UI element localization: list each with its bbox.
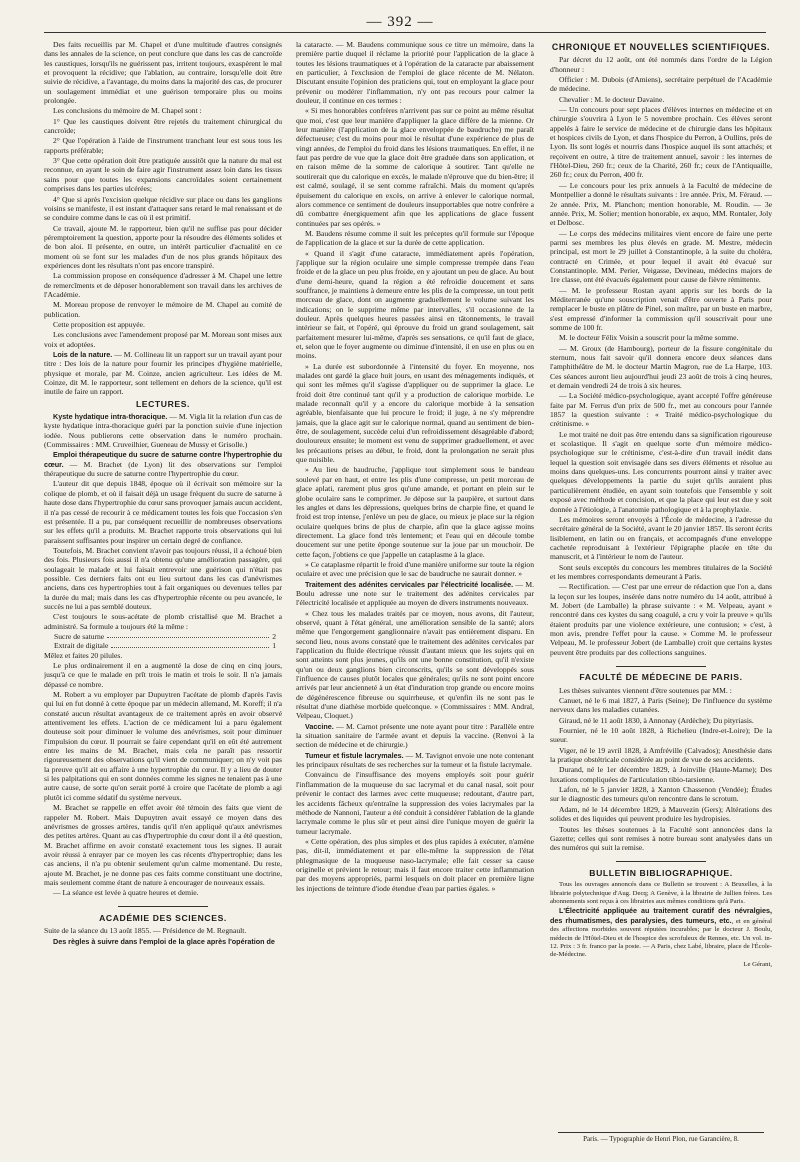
vaccine-title: Vaccine. [305,721,334,731]
paragraph: Toutes les thèses soutenues à la Faculté sont annoncées dans la Gazette; celles qui sont remises à notre bureau sont analysées dans un des numéros qui suit la remise. [550,824,772,853]
bulletin-note: Tous les ouvrages annoncés dans ce Bulletin se trouvent : A Bruxelles, à la librairie polytechnique d'Aug. Decq; A Genève, à la librairie de Jullien frères. Les abonnements sont reçus à ces librairies aux mêmes conditions qu'à Paris. [550,881,772,906]
paragraph: M. Brachet se rappelle en effet avoir été témoin des faits que vient de rappeler M. Robert. Mais Dupuytren avait essayé ce moyen dans des anévrismes de grosses artères, tandis qu'il n'en appliqué qu'aux anévrismes des petites artères. Quant au cas d'hypertrophie du cœur dont il a été question, M. Brachet affirme en avoir constaté exactement tous les signes. Il aurait avoir réussi à enrayer par ce moyen les cas récents d'hypertrophie; dans les cas anciens, il n'a pu obtenir seulement qu'un calme momentané. Du reste, ajoute M. Brachet, je ne donne pas ces faits comme constituant une doctrine, mais seulement comme étant de nature à encourager de nouveaux essais. [44,803,282,887]
section-ornament [550,857,772,866]
gerant-line: Le Gérant, [743,960,772,968]
printer-line: Paris. — Typographie de Henri Plon, rue Garancière, 8. [583,1135,739,1143]
paragraph: » Au lieu de baudruche, j'applique tout simplement sous le bandeau soulevé par en haut, et entre les plis d'une compresse, un petit morceau de glace aplati, rarement plus gros qu'une amande, et portant en plein sur le globe oculaire sans le comprimer. Je dépose sur la paupière, et surtout dans les angles et dans les dépressions, quelques brins de charpie fine, et quand le froid est trop intense, j'enlève un peu de glace, ou mieux je place sur la région oculaire quelques brins de plus de charpie, afin que la glace agisse moins directement. La glace fond très lentement; et l'eau qui en découle tombe doucement sur une petite éponge soutenue sur la joue par un mouchoir. De cette façon, j'obtiens ce que j'appelle un cataplasme à la glace. [296,465,534,559]
paragraph: « Si mes honorables confrères n'arrivent pas sur ce point au même résultat que moi, c'est que leur manière d'appliquer la glace diffère de la mienne. Or leur manière (l'application de la glace enveloppée de baudruche) me paraît défectueuse; c'est du moins pour moi le résultat d'une expérience de plus de vingt années, de l'emploi du froid dans les lésions traumatiques. En effet, il ne faut pas perdre de vue que la glace doit être graduée dans son application, et en raison même de la somme de calorique à soutirer. Tant qu'elle ne soutirerait que du calorique en excès, le malade n'éprouve que du bien-être; il est calmé, soulagé, il se sent comme rafraîchi. Mais du moment qu'après épuisement du calorique en excès, on arrive à enlever le calorique normal, alors commence ce sentiment de douleurs insupportables que notre confrère a dû combattre énergiquement afin que les applications de glace fussent continuées par ses opérés. » [296,106,534,228]
tumeur-text: — M. Tavignot envoie une note contenant les principaux résultats de ses recherches sur la tumeur et la fistule lacrymale. [296,750,534,770]
printer-footer [550,1132,772,1143]
lectures-heading: LECTURES. [135,398,191,409]
emploi-text: — M. Brachet (de Lyon) lit des observations sur l'emploi thérapeutique du sucre de saturne contre l'hypertrophie du cœur. [44,459,282,479]
traitement-title: Traitement des adénites cervicales par l'électricité localisée. [305,579,514,589]
paragraph: Lafon, né le 5 janvier 1828, à Xanton Chassenon (Vendée); Études sur le diagnostic des tumeurs qu'on rencontre dans le scrotum. [550,785,772,804]
traitement-paragraph [296,580,534,608]
paragraph: M. le docteur Félix Voisin a souscrit pour la même somme. [559,333,739,343]
kyste-paragraph [44,412,282,449]
paragraph: » La durée est subordonnée à l'intensité du foyer. En moyenne, nos malades ont gardé la glace huit jours, en usant des ménagements indiqués, et qui sont les mêmes qu'il s'agisse d'appliquer ou de supprimer la glace. Le froid doit être continué tant qu'il y a production de calorique morbide. Le malade reconnaît qu'il y a encore du calorique morbide à la sensation agréable, bienfaisante que lui procure le froid; il juge, à ne s'y méprendre jamais, que la glace agit sur le calorique normal, quand au sentiment de bien-être, de soulagement, succède celui d'un refroidissement désagréable d'abord; douloureux ensuite; le moment est venu de supprimer graduellement, et avec les précautions prises au début, le froid, dont la prolongation ne serait plus que nuisible. [296,361,534,465]
leader-dots [107,632,269,638]
regles-title: Des règles à suivre dans l'emploi de la glace après l'opération de [53,936,275,946]
paragraph: L'auteur dit que depuis 1848, époque où il écrivait son mémoire sur la colique de plomb, et où il faisait déjà un usage fréquent du sucre de saturne à haute dose dans l'hypertrophie du cœur sans provoquer jamais aucun accident, il n'a pas cessé de recourir à ce médicament toutes les fois que l'occasion s'en est présentée. Il a pu, par conséquent recueillir de nombreuses observations sur les effets qu'il a produits. M. Brachet rapporte trois observations qui lui paraissent suffisantes pour inspirer un certain degré de confiance. [44,479,282,545]
paragraph: M. Robert a vu employer par Dupuytren l'acétate de plomb d'après l'avis qui lui en fut donné à cette époque par un médecin allemand, M. Koreff; il n'a constaté aucun résultat avantageux de ce traitement après en avoir observé attentivement les effets. L'action de ce médicament lui a paru également douteuse soit pour diminuer le volume des anévrismes, soit pour diminuer l'impulsion du cœur. Il pourrait se faire cependant qu'il en eût été autrement entre les mains de M. Brachet, mais cela ne paraît pas ressortir rigoureusement des observations qu'il vient de communiquer; on n'y voit pas la preuve qu'il ait eu affaire à une hypertrophie du cœur. Il y a lieu de douter si les palpitations qui en sont données comme les signes ne tenaient pas à une autre cause, de sorte qu'on serait porté à croire que l'acétate de plomb a agi plutôt ici comme sédatif du système nerveux. [44,690,282,802]
paragraph: Le plus ordinairement il en a augmenté la dose de cinq en cinq jours, jusqu'à ce que le malade en prît trois le matin et trois le soir. Il n'a jamais dépassé ce nombre. [44,661,282,689]
formula-name: Extrait de digitale [54,641,109,651]
paragraph: C'est toujours le sous-acétate de plomb cristallisé que M. Brachet a administré. Sa formule a toujours été la même : [44,612,282,631]
emploi-paragraph [44,450,282,478]
paragraph: Les thèses suivantes viennent d'être soutenues par MM. : [559,685,732,695]
paragraph: Canuet, né le 6 mai 1827, à Paris (Seine); De l'influence du système nerveux dans les maladies cutanées. [550,696,772,715]
paragraph: « Quand il s'agit d'une cataracte, immédiatement après l'opération, j'applique sur la région oculaire une simple compresse trempée dans l'eau froide et de la glace un peu plus froide, en y ajoutant un peu de glace. Au bout d'une demi-heure, quand la région a été refroidie doucement et sans souffrance, je maintiens à demeure entre les plis de la compresse, un tout petit morceau de glace, dont on augmente graduellement le volume suivant les indications; on le supprime même par intervalles, s'il occasionne de la douleur. Après quelques heures passées ainsi en tâtonnements, le travail intérieur se fait, et l'opéré, qui éprouve du froid un grand soulagement, sait parfaitement mesurer lui-même, d'après ses sensations, ce qu'il faut de glace, et, selon que le foyer augmente ou diminue d'intensité, il en use en plus ou en moins. [296,248,534,361]
formula-list [44,632,282,651]
formula-note: Mêlez et faites 20 pilules. [44,650,123,660]
formula-name: Sucre de saturne [54,631,105,641]
paragraph: Le mot traité ne doit pas être entendu dans sa signification rigoureuse et scolastique. Il s'agit en quelque sorte d'un mémoire médico-psychologique sur le crétinisme, c'est-à-dire d'un travail inédit dans lequel la question soit envisagée dans ses divers éléments et résolue au moins dans quelques-uns. Les concurrents pourront ainsi y traiter avec quelques développements la partie du sujet qu'ils auraient plus particulièrement étudiée, en ayant soin toutefois que l'ensemble y soit exposé avec méthode et concision, et que la place qui leur est due y soit donnée à l'étiologie, à l'anatomie pathologique et à la prophylaxie. [550,429,772,514]
paragraph: — La Société médico-psychologique, ayant accepté l'offre généreuse faite par M. Ferrus d'un prix de 500 fr., met au concours pour l'année 1857 la question suivante : « Traité médico-psychologique du crétinisme. » [550,391,772,429]
formula-item [44,632,282,641]
paragraph: 3° Que cette opération doit être pratiquée aussitôt que la nature du mal est reconnue, en ayant le soin de faire agir l'instrument assez loin dans les tissus sains pour que toutes les expansions cancroïdales soient certainement comprises dans les parties ulcérées; [44,156,282,194]
paragraph: Sont seuls exceptés du concours les membres titulaires de la Société et les membres correspondants demeurant à Paris. [550,562,772,581]
paragraph: « Cette opération, des plus simples et des plus rapides à exécuter, n'amène pas, dit-il, immédiatement et par elle-même la suppression de l'état phlegmasique de la muqueuse naso-lacrymale; elle fait cesser sa cause originelle et prévient le retour; mais il faut encore traiter cette inflammation par des moyens appropriés, parmi lesquels on doit placer en première ligne les injections de teinture d'iode étendue d'eau par parties égales. » [296,836,534,893]
regles-paragraph [44,937,282,946]
vaccine-paragraph [296,722,534,750]
leader-dots [111,641,269,647]
bulletin-entry [550,907,772,959]
academie-heading: ACADÉMIE DES SCIENCES. [99,912,227,923]
paragraph: Toutefois, M. Brachet convient n'avoir pas toujours réussi, il a échoué bien des fois. Plusieurs fois aussi il n'a obtenu qu'une amélioration passagère, qui soulageait le malade et lui faisait entrevoir une guérison qui n'était pas possible. Ces derniers faits ont eu lieu surtout dans les cas d'anévrismes anciens, dans ces hypertrophies tout à fait organiques ou devenues telles par la durée du mal; mais dans les cas d'hypertrophie récente ou peu avancée, le succès ne lui a pas semblé douteux. [44,545,282,611]
paragraph: Chevalier : M. le docteur Davaine. [559,94,665,104]
paragraph: Adam, né le 14 décembre 1829, à Mauvezin (Gers); Altérations des solides et des liquides qui peuvent produire les hydropisies. [550,804,772,824]
tumeur-paragraph [296,751,534,770]
chronique-heading: CHRONIQUE ET NOUVELLES SCIENTIFIQUES. [551,42,771,52]
col1-paragraphs [44,40,282,349]
paragraph: Des faits recueillis par M. Chapel et d'une multitude d'autres consignés dans les annales de la science, on peut conclure que dans les cas de cancroïde les caustiques, lorsqu'ils ne guérissent pas, irritent toujours, exaspèrent le mal et provoquent la récidive; que l'ablation, au contraire, lorsqu'elle doit être suivie de récidive, a l'avantage, du moins dans la majorité des cas, de procurer un soulagement immédiat et une guérison temporaire plus ou moins prolongée. [44,40,282,106]
paragraph: Durand, né le 1er décembre 1829, à Joinville (Haute-Marne); Des luxations compliquées de l'articulation tibio-tarsienne. [550,765,772,784]
tumeur-title: Tumeur et fistule lacrymales. [305,750,404,760]
traitement-text: — M. Boulu adresse une note sur le traitement des adénites cervicales par l'électricité localisée et appliquée au moyen de divers instruments nouveaux. [296,579,534,608]
paragraph: 1° Que les caustiques doivent être rejetés du traitement chirurgical du cancroïde; [44,116,282,136]
paragraph: — Le concours pour les prix annuels à la Faculté de médecine de Montpellier a donné le résultats suivants : 1re année. Prix, M. Féraud. — 2e année. Prix, M. Planchon; mention honorable, M. Roudin. — 3e année. Prix, M. Solier; mention honorable, ex æquo, MM. Rontaler, Joly et Delbosc. [550,180,772,228]
vaccine-text: — M. Carnot présente une note ayant pour titre : Parallèle entre la situation sanitaire de l'armée avant et depuis la vaccine. (Renvoi à la section de médecine et de chirurgie.) [296,721,534,750]
formula-item [44,641,282,650]
bulletin-heading: BULLETIN BIBLIOGRAPHIQUE. [589,867,733,878]
paragraph: 4° Que si après l'excision quelque récidive sur place ou dans les ganglions voisins se manifeste, il est instant d'attaquer sans retard le mal renaissant et de se conduire comme dans le cas où il est primitif. [44,194,282,223]
bulletin-entry-title: L'Électricité appliquée au traitement curatif des névralgies, des rhumatismes, des paralysies, des tumeurs, etc. [550,906,772,925]
paragraph: Viger, né le 19 avril 1828, à Amfréville (Calvados); Anesthésie dans la pratique obstétricale considérée au point de vue de ses accidents. [550,745,772,765]
paragraph: M. Baudens résume comme il suit les préceptes qu'il formule sur l'époque de l'application de la glace et sur la durée de cette application. [296,228,534,248]
paragraph: — Rectification. — C'est par une erreur de rédaction que l'on a, dans la leçon sur les loupes, insérée dans notre numéro du 14 août, attribué à M. Jobert (de Lamballe) la phrase suivante : « M. Velpeau, ayant » rencontré dans ces kystes du sang coagulé, a cru y voir la preuve » qu'ils étaient produits par une violence extérieure, une contusion; » c'est, à mon avis, prendre l'effet pour la cause. » Comme M. le professeur Velpeau, M. le professeur Jobert (de Lamballe) croit que certains kystes peuvent être produits par des collections sanguines. [550,582,772,657]
column-2 [296,40,534,1130]
paragraph: — Un concours pour sept places d'élèves internes en médecine et en chirurgie s'ouvrira à Lyon le 5 novembre prochain. Ces élèves seront appelés à faire le service de médecine et de chirurgie dans les hôpitaux et hospices civils de Lyon, et dans l'hospice du Perron, à Oullins, près de Lyon. Ils sont logés et nourris dans l'hospice auquel ils sont attachés; et reçoivent en outre, à titre de traitement annuel, savoir : les internes de l'Hôtel-Dieu, 260 fr.; ceux de la Charité, 260 fr.; ceux de l'Antiquaille, 260 fr.; ceux du Perron, 400 fr. [550,105,772,180]
paragraph: Les conclusions du mémoire de M. Chapel sont : [53,106,202,116]
paragraph: Les conclusions avec l'amendement proposé par M. Moreau sont mises aux voix et adoptées. [44,330,282,349]
paragraph: Cette proposition est appuyée. [53,319,145,329]
paragraph: M. Moreau propose de renvoyer le mémoire de M. Chapel au comité de publication. [44,300,282,319]
paragraph: — M. Groux (de Hambourg), porteur de la fissure congénitale du sternum, nous fait savoir qu'il donnera encore deux séances dans l'amphithéâtre de M. le docteur Martin Magron, rue de La Harpe, 103. Ces séances auront lieu aujourd'hui jeudi 23 août de trois à cinq heures, et demain vendredi 24 de trois à six heures. [550,343,772,391]
header-rule [44,32,766,33]
paragraph: Giraud, né le 11 août 1830, à Annonay (Ardèche); Du pityriasis. [559,715,754,725]
section-ornament [550,661,772,670]
kyste-title: Kyste hydatique intra-thoracique. [53,412,168,422]
paragraph: — La séance est levée à quatre heures et demie. [53,888,199,898]
faculte-heading: FACULTÉ DE MÉDECINE DE PARIS. [579,672,743,683]
paragraph: La commission propose en conséquence d'adresser à M. Chapel une lettre de remercîments et de déposer honorablement son travail dans les archives de l'Académie. [44,271,282,299]
academie-subheading: Suite de la séance du 13 août 1855. — Présidence de M. Regnault. [44,926,247,936]
lois-title: Lois de la nature. [53,350,113,359]
column-1 [44,40,282,1130]
emploi-title: Emploi thérapeutique du sucre de saturne contre l'hypertrophie du cœur. [44,450,282,469]
kyste-text: — M. Vigla lit la relation d'un cas de kyste hydatique intra-thoracique guéri par la ponction suivie d'une injection iodée. Nous publierons cette observation dans le numéro prochain. (Commissaires : MM. Cruveilhier, Gueneau de Mussy et Grisolle.) [44,412,282,450]
paragraph: Les mémoires seront envoyés à l'École de médecine, à l'adresse du secrétaire général de la Société, avant le 20 janvier 1857. Ils seront écrits lisiblement, en latin ou en français, et accompagnés d'une enveloppe cachetée reproduisant à l'extérieur l'épigraphe placée en tête du manuscrit, et à l'intérieur le nom de l'auteur. [550,514,772,562]
page-number: — 392 — [366,14,434,30]
paragraph: « Chez tous les malades traités par ce moyen, nous avons, dit l'auteur, observé, quant à l'état général, une amélioration sensible de la santé; alors même que l'engorgement ganglionnaire n'avait pas entièrement disparu. En second lieu, nous avons constaté que le traitement des adénites cervicales par l'application du fluide électrique réussit d'autant mieux que les sujets qui en sont atteints sont plus jeunes, qu'ils ont une bonne constitution, qu'il n'existe qu'un ou deux ganglions bien circonscrits, qu'ils se sont développés sous l'influence de causes plutôt locales que générales; qu'ils ne sont point encore arrivés par leur ancienneté à un état d'induration trop grande ou encore moins de dégénérescence fibreuse ou squirrheuse, et qu'enfin ils ne sont pas le résultat d'une diathèse morbide quelconque. » (Commissaires : MM. Andral, Velpeau, Cloquet.) [296,608,534,721]
paragraph: Fournier, né le 10 août 1828, à Richelieu (Indre-et-Loire); De la sueur. [550,726,772,745]
formula-qty: 2 [272,631,276,641]
paragraph: Officier : M. Dubois (d'Amiens), secrétaire perpétuel de l'Académie de médecine. [550,75,772,94]
paragraph: Convaincu de l'insuffisance des moyens employés soit pour guérir l'inflammation de la muqueuse du sac lacrymal et du canal nasal, soit pour prévenir le contact des larmes avec cette muqueuse; redoutant, d'autre part, les accidents fâcheux qu'entraîne la suppression des voies lacrymales par la méthode de Nannoni, l'auteur a été conduit à considérer l'ablation de la glande lacrymale comme le plus sûr et peut ainsi dire l'unique moyen de guérir la tumeur lacrymale. [296,770,534,836]
formula-qty: 1 [272,641,276,651]
paragraph: la cataracte. — M. Baudens communique sous ce titre un mémoire, dans la première partie duquel il réclame la priorité pour l'application de la glace à toutes les lésions traumatiques et à l'opération de la cataracte par abaissement en particulier, à l'exclusion de l'emploi de glace récente de M. Nélaton. Discutant ensuite l'opinion des praticiens qui, tout en employant la glace pour prévenir ou modérer l'inflammation, n'y ont pas recours pour calmer la douleur, il continue en ces termes : [296,40,534,106]
paragraph: — Le corps des médecins militaires vient encore de faire une perte parmi ses membres les plus élevés en grade. M. Mestre, médecin principal, est mort le 29 juillet à Constantinople, à la suite du choléra, contracté en Crimée, et pour lequel il avait été évacué sur Constantinople. MM. Perier, Veigasse, Devineau, médecins majors de 1re classe, ont été évacués également pour cause de fièvre rémittente. [550,228,772,285]
paragraph: — M. le professeur Rostan ayant appris sur les bords de la Méditerranée qu'une souscription venait d'être ouverte à Paris pour remplacer le buste en plâtre de Pinel, son maître, par un buste en marbre, s'est empressé d'informer la commission qu'il souscrivait pour une somme de 100 fr. [550,285,772,332]
paragraph: Ce travail, ajoute M. le rapporteur, bien qu'il ne suffise pas pour décider péremptoirement la question, apporte pour la résoudre des éléments solides et de bon aloi. Il présente, en outre, un intérêt particulier d'actualité en ce moment où se font sur les malades d'un de nos plus grands hôpitaux des expériences dont les résultats n'ont pas encore transpiré. [44,223,282,270]
paragraph: 2° Que l'opération à l'aide de l'instrument tranchant leur est sous tous les rapports préférable; [44,136,282,155]
paragraph: Par décret du 12 août, ont été nommés dans l'ordre de la Légion d'honneur : [550,55,772,74]
column-3 [550,40,772,1118]
bulletin-entry-text: , et en général des affections morbides souvent réputées incurables; par le docteur J. Boulu, médecin de l'Hôtel-Dieu et de l'hospice des scrofuleux de Rennes, etc. Un vol. in-12. Prix : 3 fr. franco par la poste. — A Paris, chez Labé, libraire, place de l'École-de-Médecine. [550,917,772,959]
lois-paragraph [44,350,282,397]
lois-text: — M. Collineau lit un rapport sur un travail ayant pour titre : Des lois de la nature pour fournir les principes d'hygiène matérielle, physique et morale, par M. Coinze, ancien agriculteur. Les idées de M. Coinze, dit M. le rapporteur, sont tellement en dehors de la science, qu'il est inutile de faire un rapport. [44,350,282,397]
footer-rule [558,1132,764,1133]
paragraph: » Ce cataplasme répartit le froid d'une manière uniforme sur toute la région oculaire et avec une précision que le sac de baudruche ne saurait donner. » [296,559,534,579]
section-ornament [44,902,282,911]
